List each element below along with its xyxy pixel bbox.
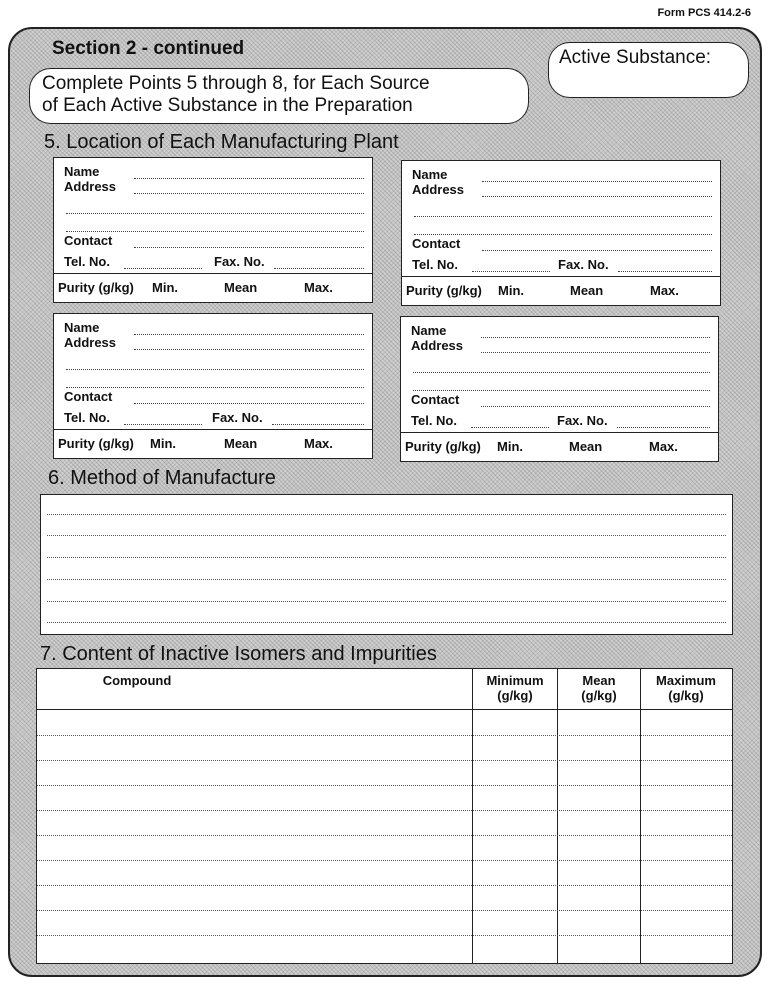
tel-field[interactable] bbox=[124, 424, 202, 425]
table-row[interactable] bbox=[37, 835, 732, 836]
fax-field[interactable] bbox=[617, 427, 710, 428]
tel-label: Tel. No. bbox=[64, 254, 110, 269]
address-field[interactable] bbox=[134, 193, 364, 194]
minimum-header bbox=[473, 673, 557, 703]
fax-field[interactable] bbox=[272, 424, 364, 425]
address-field[interactable] bbox=[482, 196, 712, 197]
plant-box-3[interactable] bbox=[53, 313, 373, 459]
purity-min-label: Min. bbox=[498, 283, 524, 298]
mean-header-label: Mean bbox=[582, 673, 616, 688]
address-field-3[interactable] bbox=[66, 387, 364, 388]
method-line bbox=[47, 535, 726, 536]
purity-min-label: Min. bbox=[152, 280, 178, 295]
compound-header: Compound bbox=[102, 673, 172, 688]
table-row[interactable] bbox=[37, 910, 732, 911]
purity-label: Purity (g/kg) bbox=[405, 439, 481, 454]
plant-box-2[interactable] bbox=[401, 160, 721, 306]
contact-field[interactable] bbox=[134, 403, 364, 404]
purity-label: Purity (g/kg) bbox=[58, 280, 134, 295]
column-divider bbox=[557, 669, 558, 963]
name-label: Name bbox=[412, 167, 448, 182]
name-label: Name bbox=[64, 320, 100, 335]
address-field-2[interactable] bbox=[414, 216, 712, 217]
maximum-header-unit: (g/kg) bbox=[668, 688, 704, 703]
mean-header bbox=[558, 673, 640, 703]
form-id: Form PCS 414.2-6 bbox=[657, 7, 751, 19]
fax-label: Fax. No. bbox=[557, 413, 608, 428]
fax-label: Fax. No. bbox=[212, 410, 263, 425]
purity-row bbox=[54, 273, 372, 302]
header-rule bbox=[37, 709, 732, 710]
method-heading: 6. Method of Manufacture bbox=[48, 467, 276, 489]
table-row[interactable] bbox=[37, 860, 732, 861]
fax-field[interactable] bbox=[618, 271, 712, 272]
contact-field[interactable] bbox=[134, 247, 364, 248]
name-label: Name bbox=[411, 323, 447, 338]
instructions-line-1: Complete Points 5 through 8, for Each Source bbox=[42, 73, 430, 94]
purity-mean-label: Mean bbox=[224, 280, 258, 295]
name-field[interactable] bbox=[134, 178, 364, 179]
purity-min-label: Min. bbox=[497, 439, 523, 454]
impurities-heading: 7. Content of Inactive Isomers and Impurities bbox=[40, 643, 437, 665]
address-label: Address bbox=[412, 182, 465, 197]
section-title: Section 2 - continued bbox=[52, 38, 245, 59]
address-field-2[interactable] bbox=[413, 372, 710, 373]
purity-row bbox=[54, 429, 372, 458]
address-field-3[interactable] bbox=[413, 390, 710, 391]
table-row[interactable] bbox=[37, 735, 732, 736]
address-label: Address bbox=[64, 335, 117, 350]
column-divider bbox=[640, 669, 641, 963]
table-row[interactable] bbox=[37, 885, 732, 886]
table-row[interactable] bbox=[37, 810, 732, 811]
location-heading: 5. Location of Each Manufacturing Plant bbox=[44, 131, 399, 153]
table-row[interactable] bbox=[37, 935, 732, 936]
method-line bbox=[47, 514, 726, 515]
tel-label: Tel. No. bbox=[412, 257, 458, 272]
plant-box-4[interactable] bbox=[400, 316, 719, 462]
address-field-2[interactable] bbox=[66, 369, 364, 370]
mean-header-unit: (g/kg) bbox=[581, 688, 617, 703]
tel-label: Tel. No. bbox=[64, 410, 110, 425]
purity-mean-label: Mean bbox=[224, 436, 258, 451]
purity-mean-label: Mean bbox=[570, 283, 604, 298]
plant-box-1[interactable] bbox=[53, 157, 373, 303]
address-label: Address bbox=[411, 338, 464, 353]
table-row[interactable] bbox=[37, 785, 732, 786]
name-field[interactable] bbox=[481, 337, 710, 338]
purity-label: Purity (g/kg) bbox=[58, 436, 134, 451]
name-label: Name bbox=[64, 164, 100, 179]
method-line bbox=[47, 601, 726, 602]
address-field-3[interactable] bbox=[414, 234, 712, 235]
method-line bbox=[47, 557, 726, 558]
active-substance-box[interactable] bbox=[548, 42, 749, 98]
purity-max-label: Max. bbox=[304, 280, 333, 295]
tel-label: Tel. No. bbox=[411, 413, 457, 428]
tel-field[interactable] bbox=[472, 271, 550, 272]
tel-field[interactable] bbox=[124, 268, 202, 269]
purity-row bbox=[402, 276, 720, 305]
impurities-table bbox=[36, 668, 733, 964]
purity-max-label: Max. bbox=[304, 436, 333, 451]
name-field[interactable] bbox=[482, 181, 712, 182]
address-field[interactable] bbox=[481, 352, 710, 353]
purity-max-label: Max. bbox=[650, 283, 679, 298]
purity-row bbox=[401, 432, 718, 461]
contact-label: Contact bbox=[411, 392, 460, 407]
minimum-header-label: Minimum bbox=[486, 673, 544, 688]
maximum-header bbox=[641, 673, 731, 703]
name-field[interactable] bbox=[134, 334, 364, 335]
maximum-header-label: Maximum bbox=[656, 673, 716, 688]
purity-min-label: Min. bbox=[150, 436, 176, 451]
method-line bbox=[47, 579, 726, 580]
address-label: Address bbox=[64, 179, 117, 194]
table-row[interactable] bbox=[37, 760, 732, 761]
purity-label: Purity (g/kg) bbox=[406, 283, 482, 298]
instructions-box bbox=[29, 68, 529, 124]
tel-field[interactable] bbox=[471, 427, 549, 428]
fax-label: Fax. No. bbox=[558, 257, 609, 272]
fax-label: Fax. No. bbox=[214, 254, 265, 269]
address-field-3[interactable] bbox=[66, 231, 364, 232]
purity-max-label: Max. bbox=[649, 439, 678, 454]
instructions-line-2: of Each Active Substance in the Preparation bbox=[42, 95, 413, 116]
contact-field[interactable] bbox=[482, 250, 712, 251]
minimum-header-unit: (g/kg) bbox=[497, 688, 533, 703]
purity-mean-label: Mean bbox=[569, 439, 603, 454]
contact-field[interactable] bbox=[481, 406, 710, 407]
active-substance-label: Active Substance: bbox=[559, 47, 712, 68]
method-line bbox=[47, 622, 726, 623]
contact-label: Contact bbox=[64, 389, 113, 404]
column-divider bbox=[472, 669, 473, 963]
fax-field[interactable] bbox=[274, 268, 364, 269]
address-field-2[interactable] bbox=[66, 213, 364, 214]
contact-label: Contact bbox=[64, 233, 113, 248]
address-field[interactable] bbox=[134, 349, 364, 350]
contact-label: Contact bbox=[412, 236, 461, 251]
method-textarea[interactable] bbox=[40, 494, 733, 635]
